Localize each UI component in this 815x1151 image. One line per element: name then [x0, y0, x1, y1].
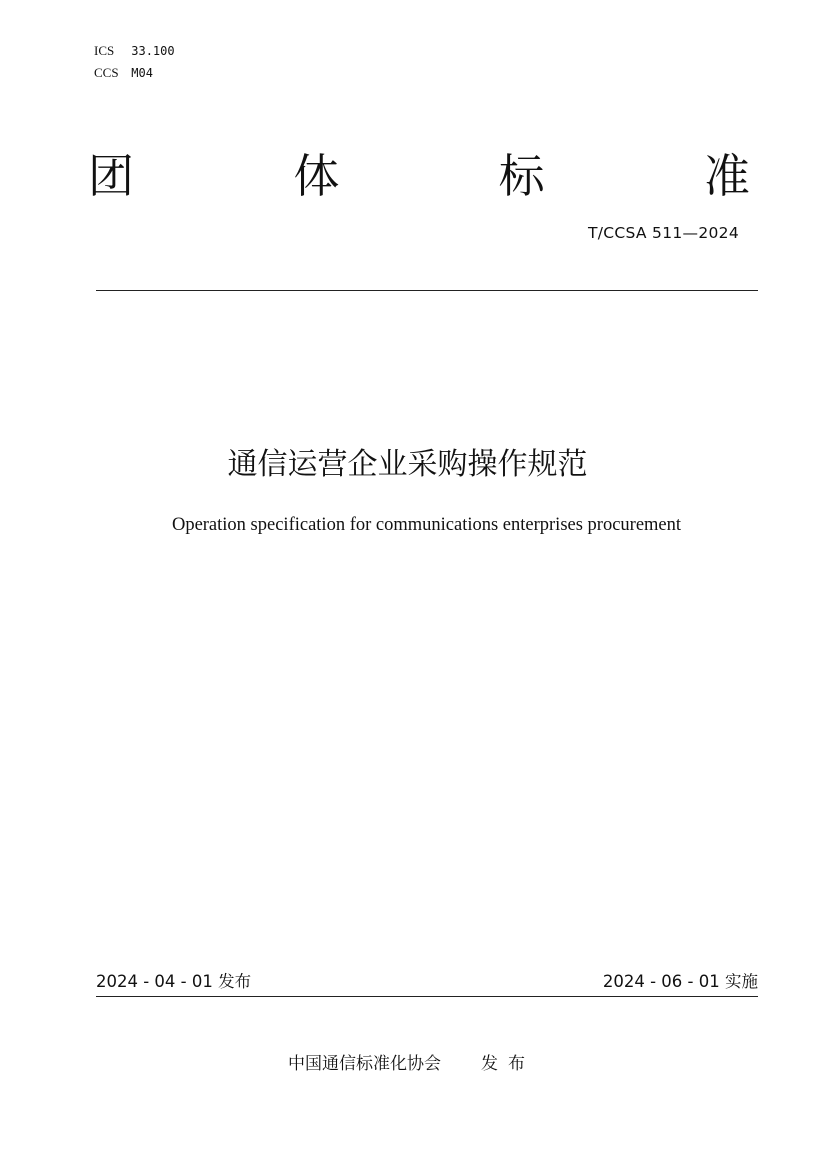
standard-type-char: 团 — [88, 149, 134, 203]
standard-number: T/CCSA 511—2024 — [587, 224, 739, 242]
ccs-label: CCS — [94, 65, 119, 80]
ics-label: ICS — [94, 43, 115, 58]
release-date: 2024 - 04 - 01 发布 — [96, 972, 252, 991]
ics-row — [94, 40, 175, 62]
standard-type-char: 体 — [293, 149, 340, 203]
document-subtitle-en: Operation specification for communications enterprises procurement — [171, 515, 682, 535]
publisher-line — [288, 1051, 535, 1077]
publisher-name: 中国通信标准化协会 — [288, 1054, 441, 1074]
ics-value: 33.100 — [131, 44, 175, 58]
ccs-row — [94, 62, 175, 84]
top-divider — [96, 290, 758, 291]
bottom-divider — [96, 996, 758, 997]
classification-block — [94, 40, 175, 84]
implementation-date: 2024 - 06 - 01 实施 — [602, 972, 758, 991]
ccs-value: M04 — [131, 66, 153, 80]
standard-type-char: 准 — [703, 149, 750, 203]
publisher-action: 发布 — [481, 1054, 535, 1074]
standard-type-char: 标 — [498, 149, 545, 203]
standard-type-heading — [88, 144, 750, 208]
document-title: 通信运营企业采购操作规范 — [227, 447, 588, 482]
